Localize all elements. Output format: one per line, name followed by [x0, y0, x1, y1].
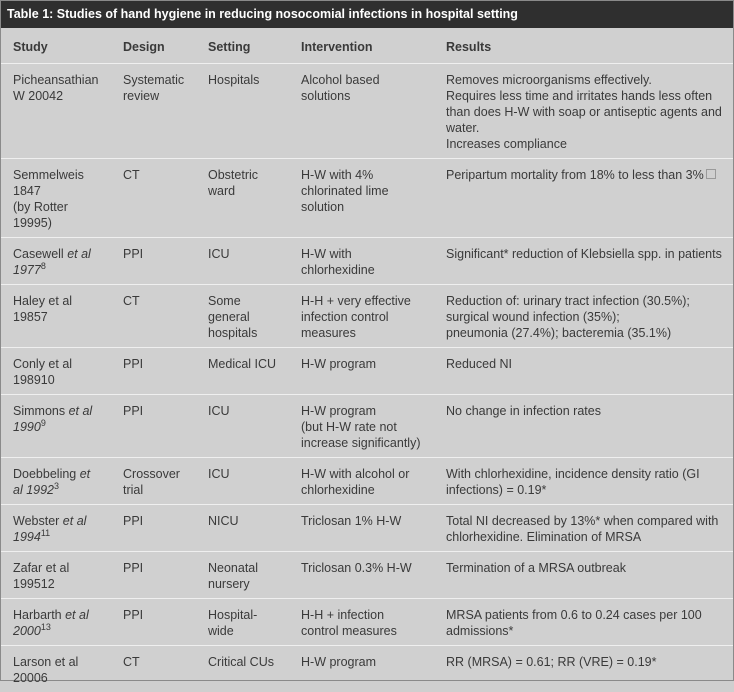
header-results: Results	[434, 28, 733, 64]
setting-line: hospitals	[208, 325, 289, 341]
intervention-line: Alcohol based	[301, 72, 434, 88]
results-line: MRSA patients from 0.6 to 0.24 cases per 100	[446, 607, 733, 623]
study-line: 20006	[13, 670, 111, 686]
results-line: Reduced NI	[446, 356, 733, 372]
design-line: Systematic	[123, 72, 196, 88]
table-row	[1, 348, 733, 395]
intervention-line: solution	[301, 199, 434, 215]
cell-setting	[196, 348, 289, 395]
cell-design	[111, 285, 196, 348]
cell-results	[434, 238, 733, 285]
results-line: Increases compliance	[446, 136, 733, 152]
header-design: Design	[111, 28, 196, 64]
setting-line: Obstetric	[208, 167, 289, 183]
intervention-line: H-W program	[301, 403, 434, 419]
study-line: Larson et al	[13, 654, 111, 670]
intervention-line: infection control	[301, 309, 434, 325]
intervention-line: solutions	[301, 88, 434, 104]
cell-setting	[196, 552, 289, 599]
cell-setting	[196, 458, 289, 505]
setting-line: general	[208, 309, 289, 325]
header-row	[1, 28, 733, 64]
setting-line: ICU	[208, 466, 289, 482]
study-line: Conly et al	[13, 356, 111, 372]
cell-results	[434, 552, 733, 599]
table-row	[1, 505, 733, 552]
results-line: Peripartum mortality from 18% to less than 3%	[446, 167, 733, 183]
design-line: trial	[123, 482, 196, 498]
intervention-line: Triclosan 1% H-W	[301, 513, 434, 529]
design-line: CT	[123, 293, 196, 309]
intervention-line: H-W with alcohol or	[301, 466, 434, 482]
cell-intervention	[289, 159, 434, 238]
results-line: than does H-W with soap or antiseptic agents and	[446, 104, 733, 120]
table-row	[1, 552, 733, 599]
cell-setting	[196, 395, 289, 458]
intervention-line: measures	[301, 325, 434, 341]
cell-results	[434, 599, 733, 646]
cell-intervention	[289, 646, 434, 692]
study-line: Zafar et al	[13, 560, 111, 576]
intervention-line: control measures	[301, 623, 434, 639]
study-line: W 20042	[13, 88, 111, 104]
study-line: 1847	[13, 183, 111, 199]
results-line: chlorhexidine. Elimination of MRSA	[446, 529, 733, 545]
setting-line: nursery	[208, 576, 289, 592]
intervention-line: chlorhexidine	[301, 262, 434, 278]
cell-design	[111, 159, 196, 238]
cell-design	[111, 64, 196, 159]
results-line: pneumonia (27.4%); bacteremia (35.1%)	[446, 325, 733, 341]
table-body	[1, 64, 733, 692]
design-line: PPI	[123, 560, 196, 576]
intervention-line: H-H + infection	[301, 607, 434, 623]
intervention-line: Triclosan 0.3% H-W	[301, 560, 434, 576]
study-line: 19995)	[13, 215, 111, 231]
cell-design	[111, 238, 196, 285]
cell-setting	[196, 238, 289, 285]
cell-study: Harbarth et al 2000$^{13}$	[1, 599, 111, 646]
design-line: CT	[123, 167, 196, 183]
table-row	[1, 64, 733, 159]
cell-setting	[196, 599, 289, 646]
cell-design	[111, 458, 196, 505]
setting-line: Critical CUs	[208, 654, 289, 670]
results-line: No change in infection rates	[446, 403, 733, 419]
study-line: 199512	[13, 576, 111, 592]
results-line: admissions*	[446, 623, 733, 639]
cell-study	[1, 285, 111, 348]
cell-study	[1, 348, 111, 395]
intervention-line: chlorhexidine	[301, 482, 434, 498]
study-line: Haley et al	[13, 293, 111, 309]
cell-study	[1, 646, 111, 692]
cell-results	[434, 159, 733, 238]
cell-design	[111, 646, 196, 692]
cell-setting	[196, 64, 289, 159]
cell-results	[434, 458, 733, 505]
table-row	[1, 238, 733, 285]
results-line: Significant* reduction of Klebsiella spp. in patients	[446, 246, 733, 262]
cell-design	[111, 395, 196, 458]
cell-intervention	[289, 348, 434, 395]
cell-intervention	[289, 458, 434, 505]
cell-setting	[196, 646, 289, 692]
header-intervention: Intervention	[289, 28, 434, 64]
results-line: RR (MRSA) = 0.61; RR (VRE) = 0.19*	[446, 654, 733, 670]
cell-results	[434, 348, 733, 395]
table-row	[1, 285, 733, 348]
cell-intervention	[289, 552, 434, 599]
design-line: review	[123, 88, 196, 104]
design-line: CT	[123, 654, 196, 670]
cell-intervention	[289, 285, 434, 348]
missing-glyph-icon	[706, 169, 716, 179]
study-line: (by Rotter	[13, 199, 111, 215]
design-line: PPI	[123, 246, 196, 262]
results-line: water.	[446, 120, 733, 136]
design-line: PPI	[123, 403, 196, 419]
cell-results	[434, 285, 733, 348]
table-row	[1, 395, 733, 458]
cell-study	[1, 159, 111, 238]
header-setting: Setting	[196, 28, 289, 64]
header-study: Study	[1, 28, 111, 64]
table-row	[1, 599, 733, 646]
intervention-line: chlorinated lime	[301, 183, 434, 199]
setting-line: ICU	[208, 403, 289, 419]
cell-intervention	[289, 599, 434, 646]
setting-line: ward	[208, 183, 289, 199]
studies-table	[1, 28, 733, 692]
intervention-line: increase significantly)	[301, 435, 434, 451]
results-line: infections) = 0.19*	[446, 482, 733, 498]
cell-design	[111, 552, 196, 599]
setting-line: Medical ICU	[208, 356, 289, 372]
cell-study	[1, 64, 111, 159]
cell-intervention	[289, 395, 434, 458]
intervention-line: H-W with	[301, 246, 434, 262]
intervention-line: H-W with 4%	[301, 167, 434, 183]
cell-study	[1, 552, 111, 599]
cell-results	[434, 646, 733, 692]
intervention-line: H-W program	[301, 654, 434, 670]
results-line: Total NI decreased by 13%* when compared with	[446, 513, 733, 529]
cell-study: Doebbeling et al 1992$^3$	[1, 458, 111, 505]
setting-line: Hospitals	[208, 72, 289, 88]
setting-line: NICU	[208, 513, 289, 529]
results-line: Reduction of: urinary tract infection (30.5%);	[446, 293, 733, 309]
design-line: PPI	[123, 513, 196, 529]
design-line: PPI	[123, 356, 196, 372]
results-line: Removes microorganisms effectively.	[446, 72, 733, 88]
results-line: Termination of a MRSA outbreak	[446, 560, 733, 576]
cell-design	[111, 505, 196, 552]
setting-line: Hospital-	[208, 607, 289, 623]
design-line: PPI	[123, 607, 196, 623]
results-line: Requires less time and irritates hands less often	[446, 88, 733, 104]
cell-results	[434, 64, 733, 159]
setting-line: ICU	[208, 246, 289, 262]
cell-setting	[196, 285, 289, 348]
results-line: With chlorhexidine, incidence density ratio (GI	[446, 466, 733, 482]
table-row	[1, 159, 733, 238]
setting-line: wide	[208, 623, 289, 639]
setting-line: Some	[208, 293, 289, 309]
table-row	[1, 646, 733, 692]
cell-study: Simmons et al 1990$^9$	[1, 395, 111, 458]
study-line: Picheansathian	[13, 72, 111, 88]
cell-setting	[196, 159, 289, 238]
table-title: Table 1: Studies of hand hygiene in reducing nosocomial infections in hospital setting	[1, 1, 733, 28]
intervention-line: H-W program	[301, 356, 434, 372]
intervention-line: (but H-W rate not	[301, 419, 434, 435]
cell-results	[434, 395, 733, 458]
design-line: Crossover	[123, 466, 196, 482]
cell-results	[434, 505, 733, 552]
study-line: 19857	[13, 309, 111, 325]
cell-study: Webster et al 1994$^{11}$	[1, 505, 111, 552]
cell-design	[111, 348, 196, 395]
cell-intervention	[289, 238, 434, 285]
cell-study: Casewell et al 1977$^8$	[1, 238, 111, 285]
cell-setting	[196, 505, 289, 552]
setting-line: Neonatal	[208, 560, 289, 576]
cell-intervention	[289, 64, 434, 159]
cell-intervention	[289, 505, 434, 552]
cell-design	[111, 599, 196, 646]
results-line: surgical wound infection (35%);	[446, 309, 733, 325]
intervention-line: H-H + very effective	[301, 293, 434, 309]
table-row	[1, 458, 733, 505]
study-line: Semmelweis	[13, 167, 111, 183]
study-line: 198910	[13, 372, 111, 388]
